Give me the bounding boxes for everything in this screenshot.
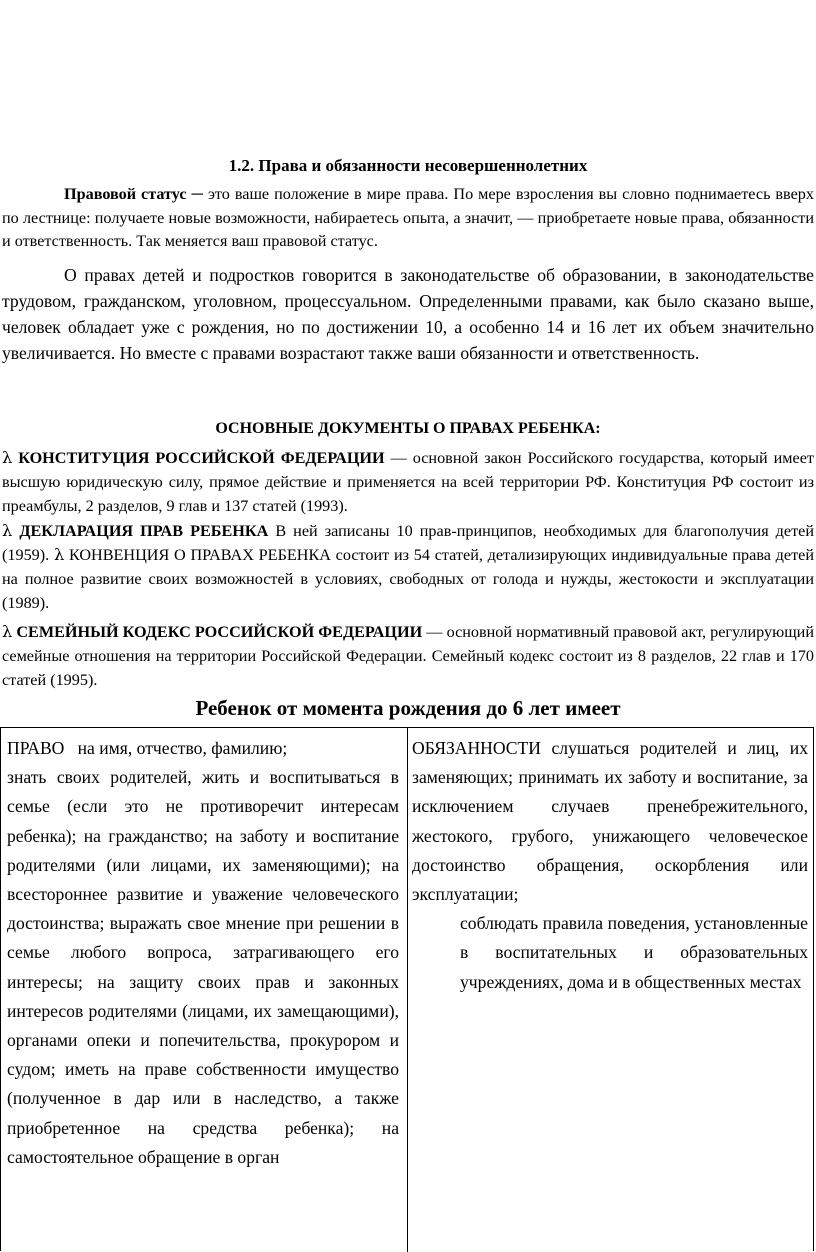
documents-heading: ОСНОВНЫЕ ДОКУМЕНТЫ О ПРАВАХ РЕБЕНКА:: [215, 420, 601, 437]
document-title-convention: КОНВЕНЦИЯ О ПРАВАХ РЕБЕНКА: [68, 546, 331, 564]
lambda-bullet-icon: λ: [53, 545, 65, 564]
rights-text: знать своих родителей, жить и воспитываться в семье (если это не противоречит интересам ребенка); на гражданство; на заботу и воспитание родителями (или лицами, их заменяющими); на всестороннее развитие и уважение человеческого достоинства; выражать свое мнение при решении в семье любого вопроса, затрагивающего его интересы; на защиту своих прав и законных интересов родителями (лицами, их замещающими), органами опеки и попечительства, прокурором и судом; иметь на праве собственности имущество (полученное в дар или в наследство, а также приобретенное на средства ребенка); на самостоятельное обращение в орган: [7, 767, 399, 1167]
document-title: КОНСТИТУЦИЯ РОССИЙСКОЙ ФЕДЕРАЦИИ: [18, 449, 385, 467]
rights-first: на имя, отчество, фамилию;: [64, 738, 288, 758]
document-text: В ней записаны 10 прав-принципов, необходимых для благополучия детей (1959).: [2, 522, 815, 564]
document-text: — основной закон Российского государства, который имеет высшую юридическую силу, прямое действие и применяется на всей территории РФ. Конституция РФ состоит из преамбулы, 2 разделов, 9 глав и 137 статей (1993).: [2, 449, 814, 515]
paragraph-legal-status: [2, 183, 814, 254]
paragraph-children-rights: О правах детей и подростков говорится в законодательстве об образовании, в законодательстве трудовом, гражданском, уголовном, процессуальном. Определенными правами, как было сказано выше, человек обладает уже с рождения, но по достижении 10, а особенно 14 и 16 лет их объем значительно увеличивается. Но вместе с правами возрастают также ваши обязанности и ответственность.: [2, 265, 814, 363]
table-title: Ребенок от момента рождения до 6 лет имеет: [195, 696, 621, 720]
section-title: 1.2. Права и обязанности несовершеннолетних: [228, 156, 588, 175]
document-title: СЕМЕЙНЫЙ КОДЕКС РОССИЙСКОЙ ФЕДЕРАЦИИ: [16, 623, 423, 641]
rights-label: ПРАВО: [7, 738, 65, 758]
document-text-convention: состоит из 54 статей, детализирующих индивидуальные права детей на полное развитие своих возможностей в условиях, свободных от голода и нужды, жестокости и эксплуатации (1989).: [2, 546, 815, 612]
table-column-divider: [407, 728, 408, 1252]
term-legal-status: Правовой статус: [64, 185, 187, 203]
document-item-declaration: [2, 519, 814, 615]
lambda-bullet-icon: λ: [2, 448, 13, 467]
duties-label: ОБЯЗАННОСТИ: [412, 738, 541, 758]
document-item-constitution: [2, 446, 814, 518]
duties-text-2: соблюдать правила поведения, установленные в воспитательных и образовательных учреждениях, дома и в общественных местах: [460, 913, 808, 992]
term-dash: ─: [186, 185, 208, 203]
document-item-family-code: [2, 620, 814, 692]
duties-text: слушаться родителей и лиц, их заменяющих; принимать их заботу и воспитание, за исключением случаев пренебрежительного, жестокого, грубого, унижающего человеческое достоинство обращения, оскорбления или эксплуатации;: [412, 738, 808, 905]
rights-cell: [7, 734, 399, 1172]
document-text: — основной нормативный правовой акт, регулирующий семейные отношения на территории Российской Федерации. Семейный кодекс состоит из 8 разделов, 22 глав и 170 статей (1995).: [2, 623, 814, 689]
document-title: ДЕКЛАРАЦИЯ ПРАВ РЕБЕНКА: [19, 522, 269, 540]
rights-first-line: [7, 734, 399, 763]
duties-paragraph: [412, 734, 808, 909]
paragraph-legal-status-text: это ваше положение в мире права. По мере взросления вы словно поднимаетесь вверх по лестнице: получаете новые возможности, набираетесь опыта, а значит, — приобретаете новые права, обязанности и ответственность. Так меняется ваш правовой статус.: [2, 185, 814, 250]
duties-cell: [412, 734, 808, 997]
lambda-bullet-icon: λ: [2, 521, 13, 540]
rights-duties-table: [0, 727, 814, 1251]
lambda-bullet-icon: λ: [2, 622, 13, 641]
